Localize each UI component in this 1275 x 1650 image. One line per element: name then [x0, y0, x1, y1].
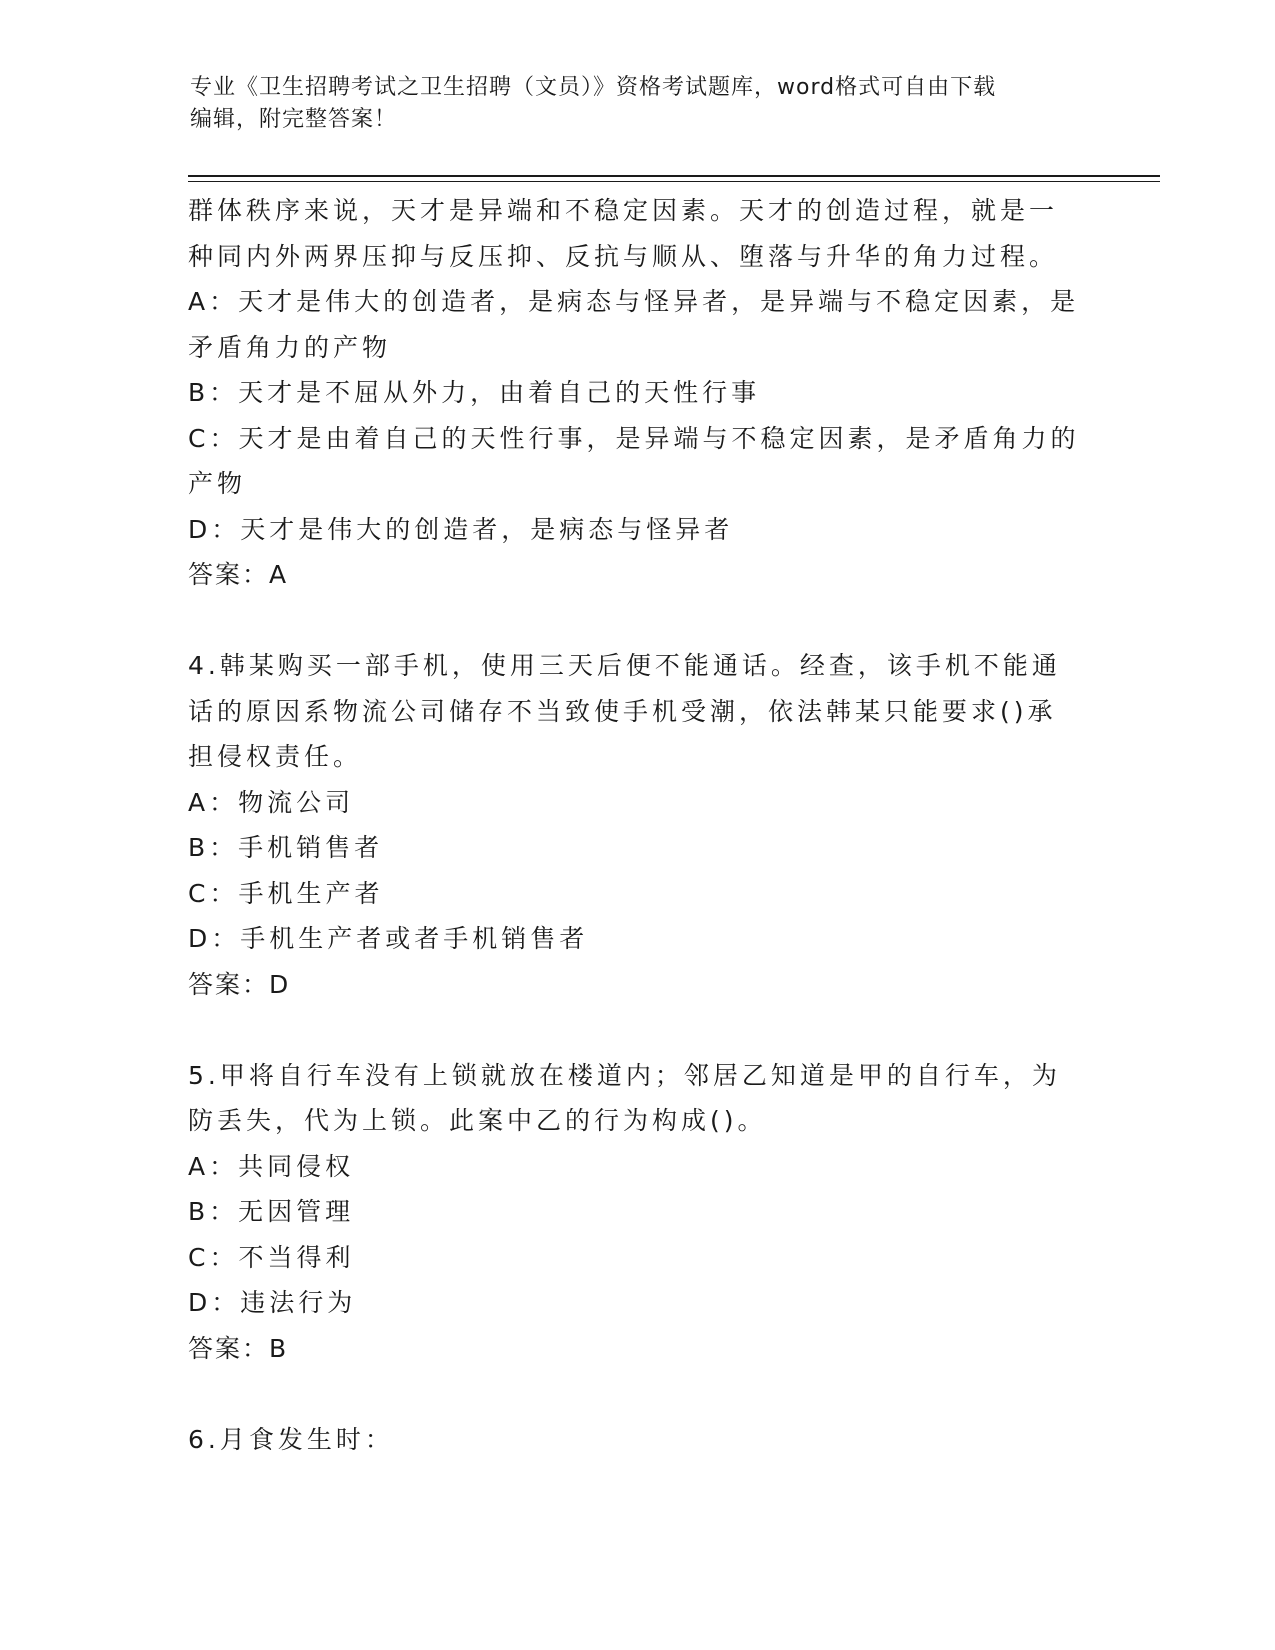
question-stem-line: 5.甲将自行车没有上锁就放在楼道内；邻居乙知道是甲的自行车，为 — [188, 1060, 1061, 1090]
option-a-continued: 矛盾角力的产物 — [188, 332, 392, 362]
question-3 — [188, 188, 1088, 598]
option-a: A：物流公司 — [188, 787, 355, 817]
question-5 — [188, 1053, 1088, 1372]
option-b: B：手机销售者 — [188, 833, 384, 862]
option-c: C：天才是由着自己的天性行事，是异端与不稳定因素，是矛盾角力的 — [188, 423, 1080, 453]
document-header — [190, 72, 1090, 136]
question-6 — [188, 1417, 1088, 1463]
option-c: C：不当得利 — [188, 1242, 355, 1272]
question-stem-line: 6.月食发生时： — [188, 1424, 394, 1454]
option-c-continued: 产物 — [188, 469, 247, 498]
question-content — [188, 188, 1088, 1462]
answer-label: 答案：B — [188, 1333, 289, 1363]
answer-label: 答案：D — [188, 969, 291, 999]
spacer — [188, 1007, 1088, 1053]
option-d: D：手机生产者或者手机销售者 — [188, 924, 589, 953]
spacer — [188, 598, 1088, 644]
question-4 — [188, 643, 1088, 1007]
question-stem-line: 话的原因系物流公司储存不当致使手机受潮，依法韩某只能要求()承 — [188, 696, 1057, 726]
option-b: B：天才是不屈从外力，由着自己的天性行事 — [188, 378, 761, 407]
option-a: A：共同侵权 — [188, 1151, 355, 1181]
header-divider-thin — [188, 181, 1160, 182]
option-d: D：天才是伟大的创造者，是病态与怪异者 — [188, 514, 734, 544]
header-divider-thick — [188, 175, 1160, 177]
question-stem-line: 防丢失，代为上锁。此案中乙的行为构成()。 — [188, 1106, 767, 1135]
option-d: D：违法行为 — [188, 1288, 357, 1317]
question-stem-line: 群体秩序来说，天才是异端和不稳定因素。天才的创造过程，就是一 — [188, 196, 1059, 225]
question-stem-line: 4.韩某购买一部手机，使用三天后便不能通话。经查，该手机不能通 — [188, 651, 1061, 680]
option-c: C：手机生产者 — [188, 878, 384, 908]
question-stem-line: 担侵权责任。 — [188, 742, 363, 771]
option-a: A：天才是伟大的创造者，是病态与怪异者，是异端与不稳定因素，是 — [188, 287, 1080, 316]
question-stem-line: 种同内外两界压抑与反压抑、反抗与顺从、堕落与升华的角力过程。 — [188, 241, 1059, 271]
spacer — [188, 1371, 1088, 1417]
header-line-1: 专业《卫生招聘考试之卫生招聘（文员）》资格考试题库，word格式可自由下载 — [190, 75, 997, 100]
option-b: B：无因管理 — [188, 1197, 355, 1226]
header-line-2: 编辑，附完整答案！ — [190, 107, 398, 132]
answer-label: 答案：A — [188, 560, 289, 589]
